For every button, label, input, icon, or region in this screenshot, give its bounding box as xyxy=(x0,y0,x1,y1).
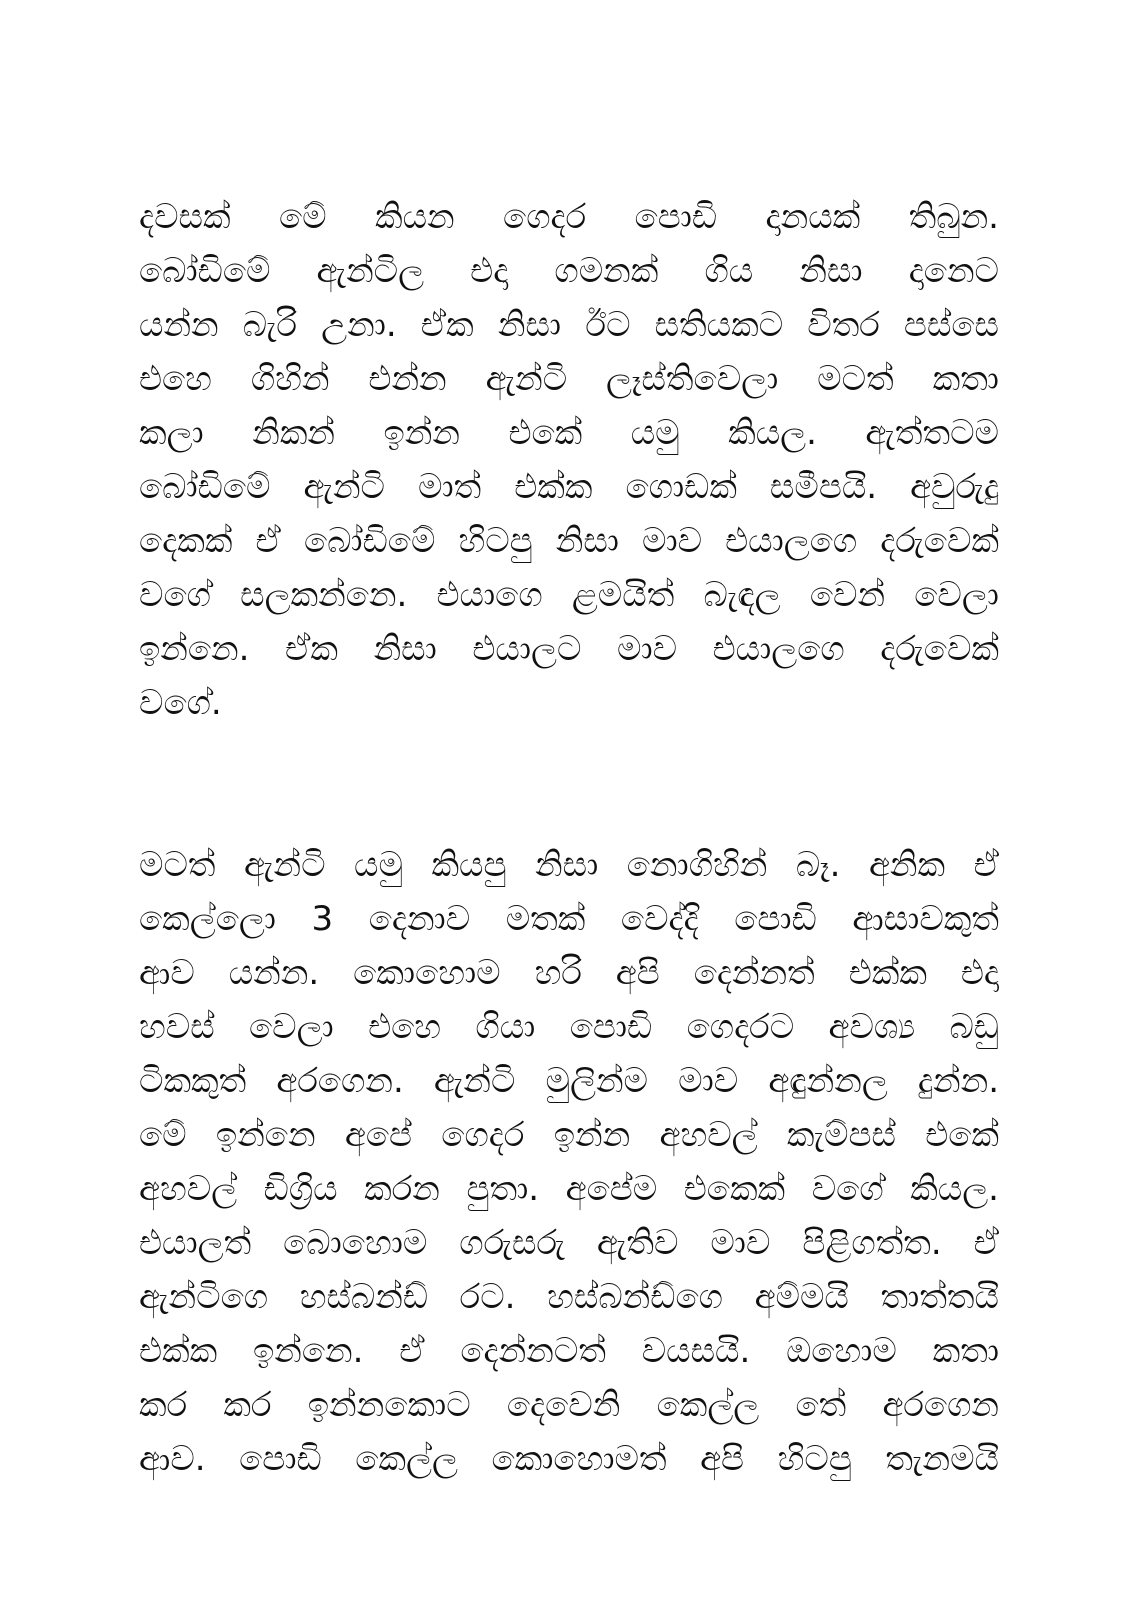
text-line: බෝඩිමේ ඇන්ටිල එදා ගමනක් ගිය නිසා දානෙට xyxy=(139,251,999,291)
paragraph-1 xyxy=(139,190,999,730)
text-line: වගේ. xyxy=(139,683,222,723)
body-text xyxy=(139,190,999,1486)
text-line: කෙල්ලො 3 දෙනාව මතක් වෙද්දි පොඩි ආසාවකුත් xyxy=(139,899,999,939)
text-line: ආව යන්න. කොහොම හරි අපි දෙන්නත් එක්ක එදා xyxy=(139,953,999,993)
text-line: මේ ඉන්නෙ අපේ ගෙදර ඉන්න අහවල් කැම්පස් එකේ xyxy=(139,1115,999,1155)
text-line: ටිකකුත් අරගෙන. ඇන්ටි මුලින්ම මාව අඳුන්නල දුන්න. xyxy=(139,1061,999,1101)
text-line: එක්ක ඉන්නෙ. ඒ දෙන්නටත් වයසයි. ඔහොම කතා xyxy=(139,1331,999,1371)
text-line: ආව. පොඩි කෙල්ල කොහොමත් අපි හිටපු තැනමයි xyxy=(139,1439,999,1479)
text-line: කලා නිකන් ඉන්න එකේ යමු කියල. ඇත්තටම xyxy=(139,413,999,453)
text-line: මටත් ඇන්ටි යමු කියපු නිසා නොගිහින් බෑ. අනික ඒ xyxy=(139,845,999,885)
text-line: අහවල් ඩිග්‍රිය කරන පුතා. අපේම එකෙක් වගේ කියල. xyxy=(139,1169,999,1209)
paragraph-spacer xyxy=(139,730,999,838)
text-line: වගේ සලකන්නෙ. එයාගෙ ළමයිත් බැඳල වෙන් වෙලා xyxy=(139,575,999,615)
text-line: ඉන්නෙ. ඒක නිසා එයාලට මාව එයාලගෙ දරුවෙක් xyxy=(139,629,999,669)
text-line: දවසක් මේ කියන ගෙදර පොඩි දානයක් තිබුන. xyxy=(139,197,999,237)
text-line: එයාලත් බොහොම ගරුසරු ඇතිව මාව පිළිගත්ත. ඒ xyxy=(139,1223,999,1263)
text-line: කර කර ඉන්නකොට දෙවෙනි කෙල්ල තේ අරගෙන xyxy=(139,1385,999,1425)
text-line: ඇන්ටිගෙ හස්බන්ඩ් රට. හස්බන්ඩ්ගෙ අම්මයි තාත්තයි xyxy=(139,1277,999,1317)
text-line: එහෙ ගිහින් එන්න ඇන්ටි ලෑස්තිවෙලා මටත් කතා xyxy=(139,359,999,399)
text-line: බෝඩිමේ ඇන්ටි මාත් එක්ක ගොඩක් සමීපයි. අවුරුදු xyxy=(139,467,999,507)
text-line: යන්න බැරි උනා. ඒක නිසා ඊට සතියකට විතර පස්සෙ xyxy=(139,305,999,345)
text-line: දෙකක් ඒ බෝඩිමේ හිටපු නිසා මාව එයාලගෙ දරුවෙක් xyxy=(139,521,999,561)
text-line: හවස් වෙලා එහෙ ගියා පොඩි ගෙදරට අවශ්‍ය බඩු xyxy=(139,1007,999,1047)
paragraph-2 xyxy=(139,838,999,1486)
